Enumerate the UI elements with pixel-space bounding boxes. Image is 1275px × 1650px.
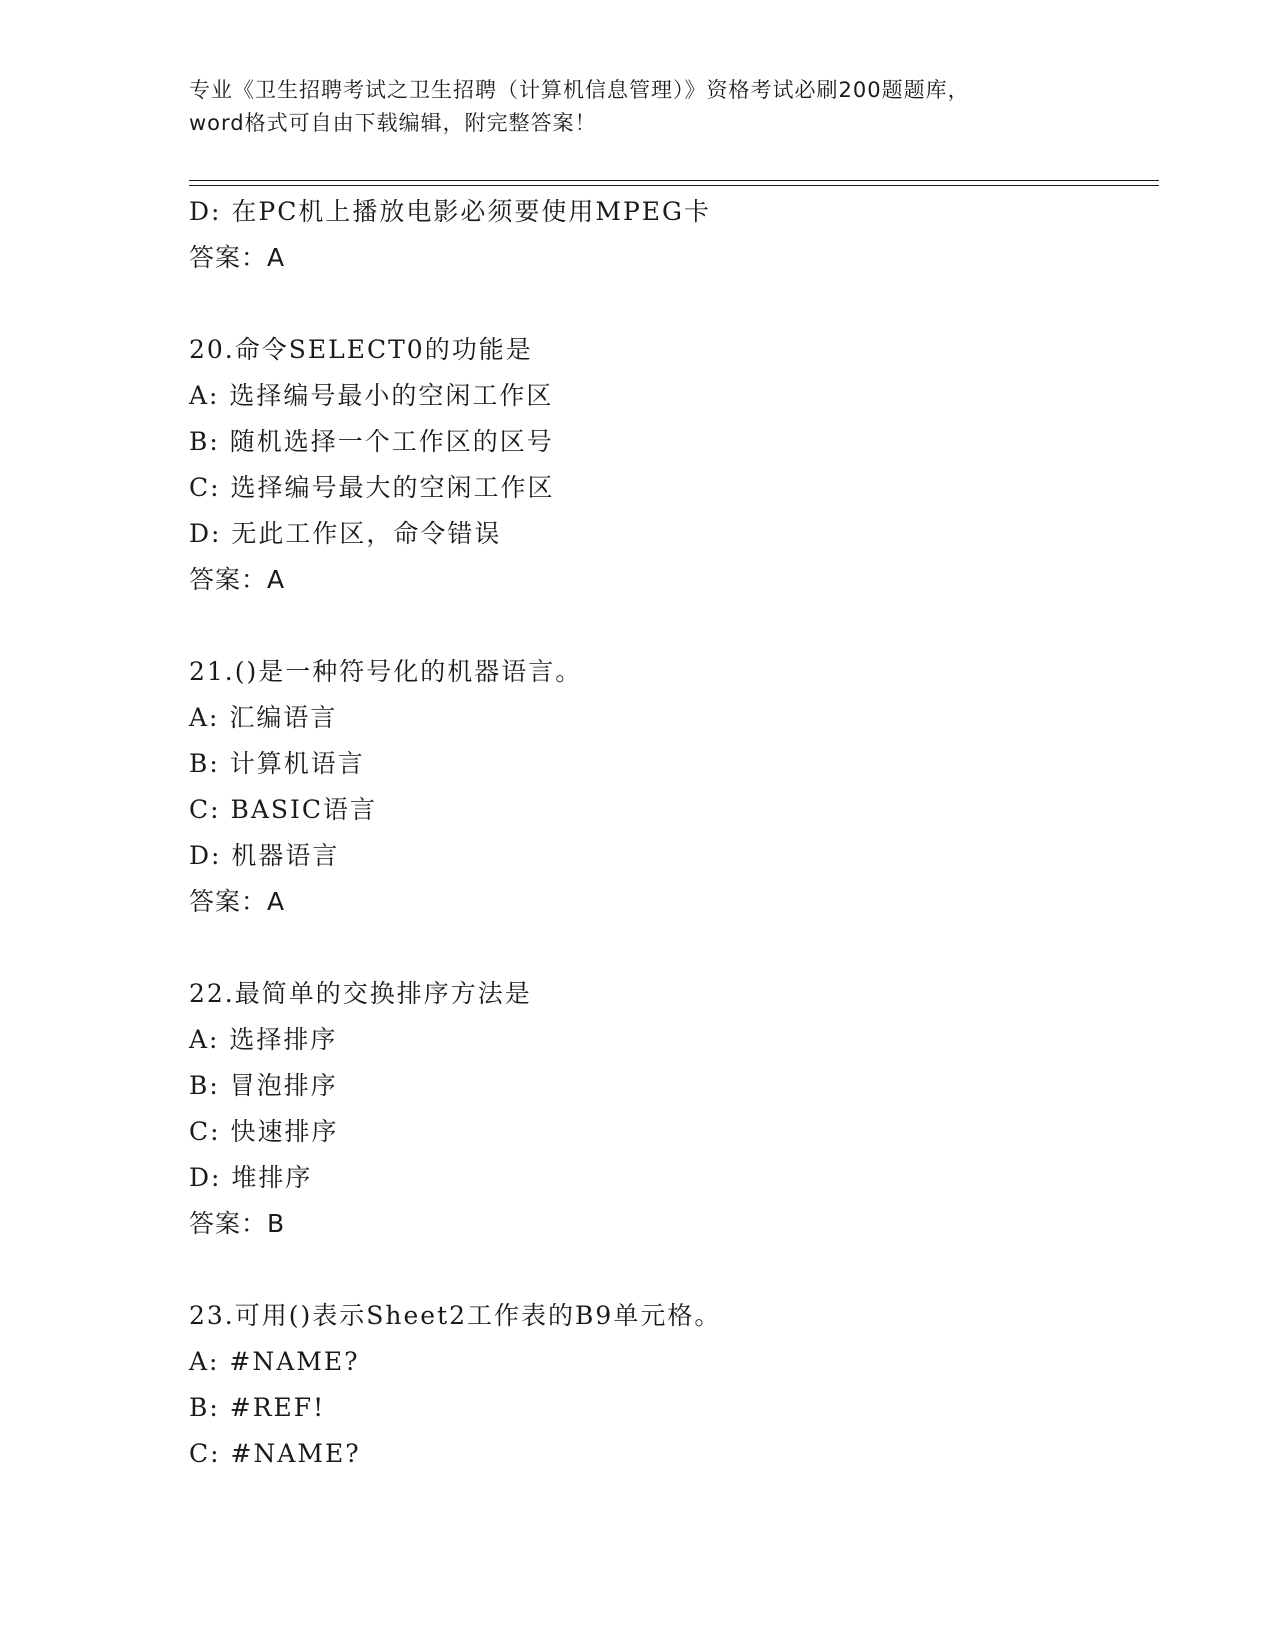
- answer-line: 答案：A: [189, 243, 286, 272]
- option-a: A: 选择编号最小的空闲工作区: [189, 381, 554, 410]
- option-b: B: #REF!: [189, 1393, 326, 1422]
- header-line-1: 专业《卫生招聘考试之卫生招聘（计算机信息管理）》资格考试必刷200题题库，: [189, 78, 970, 102]
- question-stem: 23.可用()表示Sheet2工作表的B9单元格。: [189, 1301, 722, 1330]
- option-c: C: 选择编号最大的空闲工作区: [189, 473, 555, 502]
- option-b: B: 计算机语言: [189, 749, 365, 778]
- question-22: [189, 971, 1159, 1247]
- option-b: B: 冒泡排序: [189, 1071, 338, 1100]
- option-c: C: BASIC语言: [189, 795, 378, 824]
- question-20: [189, 327, 1159, 603]
- option-d: D: 堆排序: [189, 1163, 313, 1192]
- option-a: A: #NAME?: [189, 1347, 360, 1376]
- header-divider-top: [189, 180, 1159, 181]
- answer-line: 答案：A: [189, 887, 286, 916]
- question-stem: 21.()是一种符号化的机器语言。: [189, 657, 583, 686]
- question-stem: 22.最简单的交换排序方法是: [189, 979, 532, 1008]
- option-d: D: 无此工作区，命令错误: [189, 519, 502, 548]
- question-23: [189, 1293, 1159, 1477]
- option-b: B: 随机选择一个工作区的区号: [189, 427, 554, 456]
- question-21: [189, 649, 1159, 925]
- answer-line: 答案：A: [189, 565, 286, 594]
- option-d: D: 在PC机上播放电影必须要使用MPEG卡: [189, 197, 712, 226]
- option-a: A: 汇编语言: [189, 703, 338, 732]
- option-c: C: 快速排序: [189, 1117, 339, 1146]
- answer-line: 答案：B: [189, 1209, 286, 1238]
- question-list: [189, 189, 1159, 1477]
- header-line-2: word格式可自由下载编辑，附完整答案！: [189, 111, 597, 135]
- header-divider-bottom: [189, 185, 1159, 186]
- document-header: [189, 74, 1109, 140]
- option-a: A: 选择排序: [189, 1025, 338, 1054]
- option-c: C: #NAME?: [189, 1439, 361, 1468]
- question-stem: 20.命令SELECT0的功能是: [189, 335, 533, 364]
- option-d: D: 机器语言: [189, 841, 340, 870]
